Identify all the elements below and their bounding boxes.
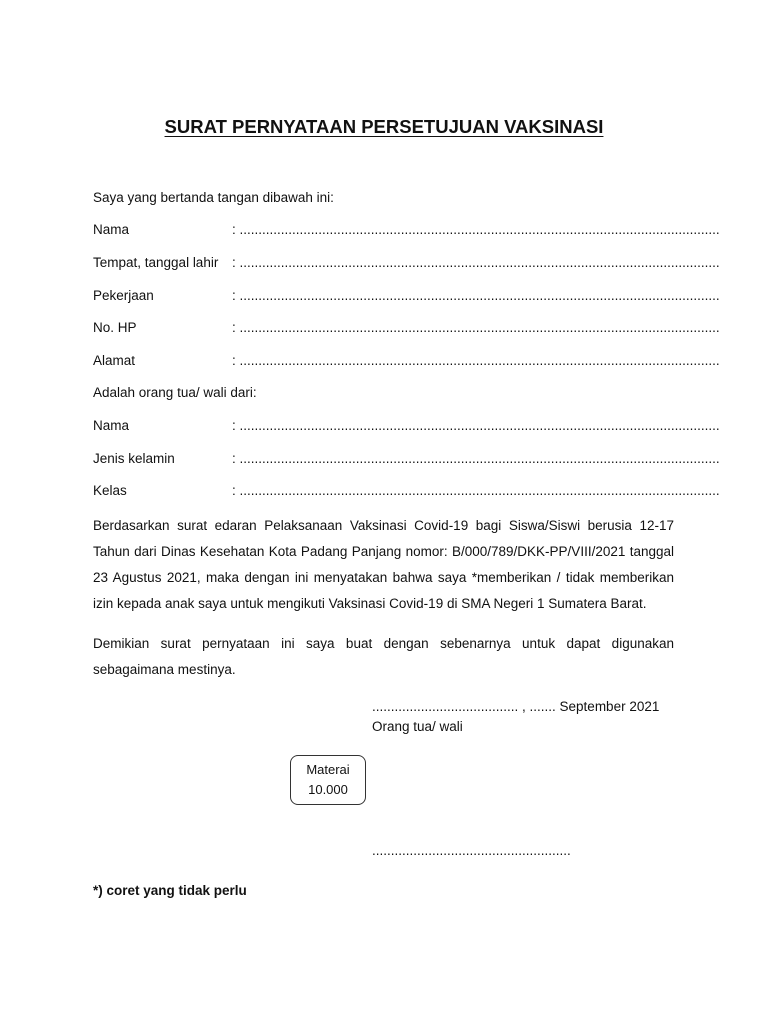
field-class	[93, 483, 720, 501]
field-label: Nama	[93, 222, 130, 237]
field-blank: : ................................................................................................................................	[232, 255, 720, 270]
field-blank: : ................................................................................................................................	[232, 483, 720, 498]
date-line: ....................................... , ....... September 2021	[372, 699, 660, 714]
signature-section	[93, 699, 674, 909]
field-blank: : ................................................................................................................................	[232, 353, 720, 368]
footnote: *) coret yang tidak perlu	[93, 883, 247, 898]
stamp-label: Materai	[306, 762, 350, 777]
field-parent-name	[93, 222, 720, 240]
body-paragraph: Berdasarkan surat edaran Pelaksanaan Vaksinasi Covid-19 bagi Siswa/Siswi berusia 12-17 Tahun dari Dinas Kesehatan Kota Padang Panjang nomor: B/000/789/DKK-PP/VIII/2021 tanggal 23 Agustus 2021, maka dengan ini menyatakan bahwa saya *memberikan / tidak memberikan izin kepada anak saya untuk mengikuti Vaksinasi Covid-19 di SMA Negeri 1 Sumatera Barat.	[93, 518, 674, 611]
stamp-value: 10.000	[308, 782, 348, 797]
field-label: Alamat	[93, 353, 136, 368]
body-section	[93, 513, 674, 909]
field-address	[93, 353, 720, 371]
field-phone	[93, 320, 720, 338]
intro-text: Saya yang bertanda tangan dibawah ini:	[93, 190, 334, 205]
field-blank: : ................................................................................................................................	[232, 320, 720, 335]
stamp-box	[290, 755, 366, 805]
field-label: Pekerjaan	[93, 288, 154, 303]
signer-role: Orang tua/ wali	[372, 719, 463, 734]
field-blank: : ................................................................................................................................	[232, 451, 720, 466]
field-label: Kelas	[93, 483, 127, 498]
child-intro-text: Adalah orang tua/ wali dari:	[93, 385, 257, 400]
signature-line: .....................................................	[372, 843, 571, 858]
field-gender	[93, 451, 720, 469]
field-label: Nama	[93, 418, 130, 433]
field-blank: : ................................................................................................................................	[232, 288, 720, 303]
field-blank: : ................................................................................................................................	[232, 222, 720, 237]
field-birth	[93, 255, 720, 273]
field-label: Tempat, tanggal lahir	[93, 255, 219, 270]
field-occupation	[93, 288, 720, 306]
document-title: SURAT PERNYATAAN PERSETUJUAN VAKSINASI	[164, 116, 604, 137]
closing-paragraph: Demikian surat pernyataan ini saya buat dengan sebenarnya untuk dapat digunakan sebagaimana mestinya.	[93, 636, 674, 677]
field-label: Jenis kelamin	[93, 451, 175, 466]
field-label: No. HP	[93, 320, 137, 335]
field-child-name	[93, 418, 720, 436]
field-blank: : ................................................................................................................................	[232, 418, 720, 433]
